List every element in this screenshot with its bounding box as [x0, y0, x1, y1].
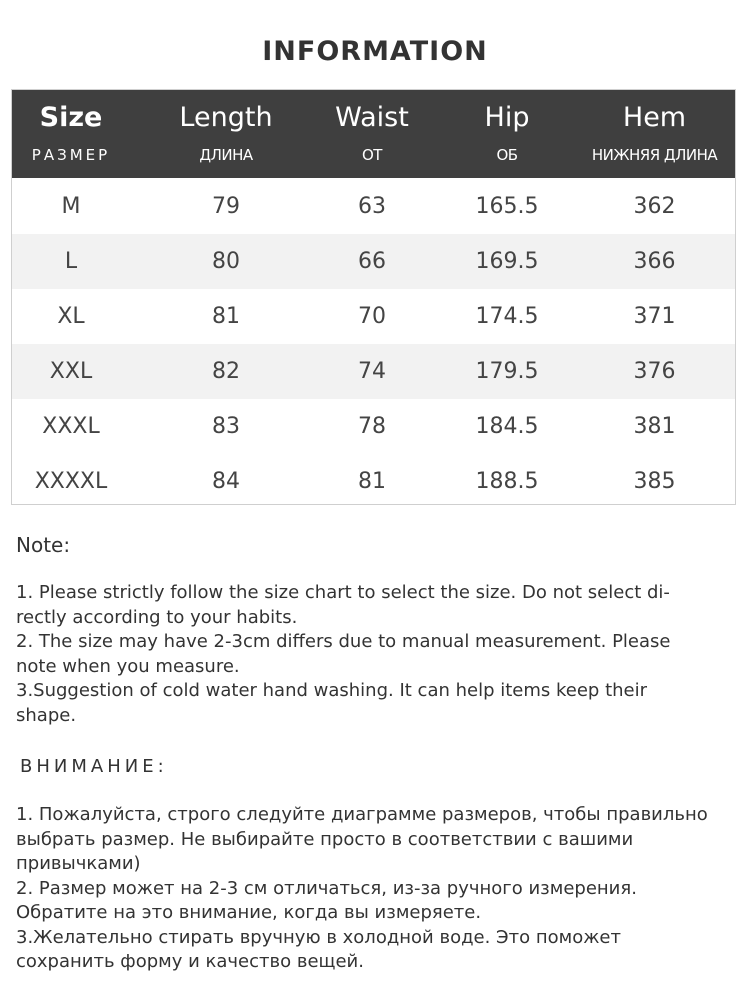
header-label-ru: РАЗМЕР [31, 146, 111, 164]
cell-length: 79 [212, 194, 240, 219]
note-line-ru: 1. Пожалуйста, строго следуйте диаграмме размеров, чтобы правильно [16, 804, 708, 825]
table-header [12, 90, 735, 178]
cell-waist: 66 [358, 249, 386, 274]
cell-size: XXXL [42, 414, 100, 439]
header-cell-size [12, 90, 130, 178]
note-line-ru: Обратите на это внимание, когда вы измеряете. [16, 902, 482, 923]
note-line: 1. Please strictly follow the size chart to select the size. Do not select di- [16, 582, 670, 603]
cell-hip: 179.5 [475, 359, 539, 384]
cell-hem: 381 [633, 414, 676, 439]
cell-length: 83 [212, 414, 240, 439]
note-line-ru: привычками) [16, 853, 141, 874]
cell-length: 82 [212, 359, 240, 384]
header-cell-length [153, 90, 299, 178]
cell-waist: 74 [358, 359, 386, 384]
header-label-en: Size [39, 102, 103, 133]
note-line-ru: 2. Размер может на 2-3 см отличаться, из-за ручного измерения. [16, 877, 637, 899]
table-row [12, 234, 735, 289]
cell-hip: 165.5 [475, 194, 539, 219]
header-label-en: Hem [622, 102, 687, 133]
header-label-en: Length [179, 102, 273, 133]
note-line-ru: сохранить форму и качество вещей. [16, 951, 364, 972]
cell-hip: 169.5 [475, 249, 539, 274]
header-label-ru: ДЛИНА [199, 146, 253, 164]
cell-hem: 366 [633, 249, 676, 274]
table-row [12, 344, 735, 399]
cell-size: M [61, 194, 81, 219]
table-row [12, 454, 735, 505]
cell-length: 84 [212, 469, 240, 494]
cell-length: 80 [212, 249, 240, 274]
header-cell-hip [432, 90, 582, 178]
note-line: rectly according to your habits. [16, 606, 298, 628]
header-label-ru: ОТ [362, 146, 382, 164]
cell-size: XL [57, 304, 85, 329]
header-cell-hem [582, 90, 727, 178]
page-title: INFORMATION [262, 36, 488, 67]
cell-size: XXXXL [34, 469, 108, 494]
size-chart-table [11, 89, 736, 505]
table-row [12, 399, 735, 454]
note-text [16, 581, 736, 728]
note-heading-ru: ВНИМАНИЕ: [20, 756, 168, 777]
cell-waist: 78 [358, 414, 386, 439]
table-row [12, 289, 735, 344]
header-label-ru: ОБ [496, 146, 518, 164]
cell-hem: 362 [633, 194, 676, 219]
header-label-ru: НИЖНЯЯ ДЛИНА [591, 146, 718, 164]
note-line: shape. [16, 704, 77, 726]
cell-waist: 70 [358, 304, 386, 329]
cell-hip: 184.5 [475, 414, 539, 439]
cell-hip: 174.5 [475, 304, 539, 329]
note-line: 2. The size may have 2-3cm differs due to manual measurement. Please [16, 631, 671, 652]
note-line-ru: выбрать размер. Не выбирайте просто в соответствии с вашими [16, 828, 634, 850]
cell-size: XXL [49, 359, 93, 384]
note-heading: Note: [16, 533, 71, 557]
cell-waist: 81 [358, 469, 386, 494]
cell-hem: 376 [633, 359, 676, 384]
table-row [12, 179, 735, 234]
header-cell-waist [299, 90, 445, 178]
note-text-ru [16, 803, 736, 975]
note-line-ru: 3.Желательно стирать вручную в холодной воде. Это поможет [16, 926, 621, 948]
cell-length: 81 [212, 304, 240, 329]
cell-size: L [64, 249, 78, 274]
note-line: note when you measure. [16, 655, 240, 677]
cell-hip: 188.5 [475, 469, 539, 494]
note-line: 3.Suggestion of cold water hand washing. It can help items keep their [16, 680, 648, 701]
cell-hem: 385 [633, 469, 676, 494]
cell-waist: 63 [358, 194, 386, 219]
header-label-en: Waist [335, 102, 409, 133]
header-label-en: Hip [484, 102, 530, 133]
cell-hem: 371 [633, 304, 676, 329]
